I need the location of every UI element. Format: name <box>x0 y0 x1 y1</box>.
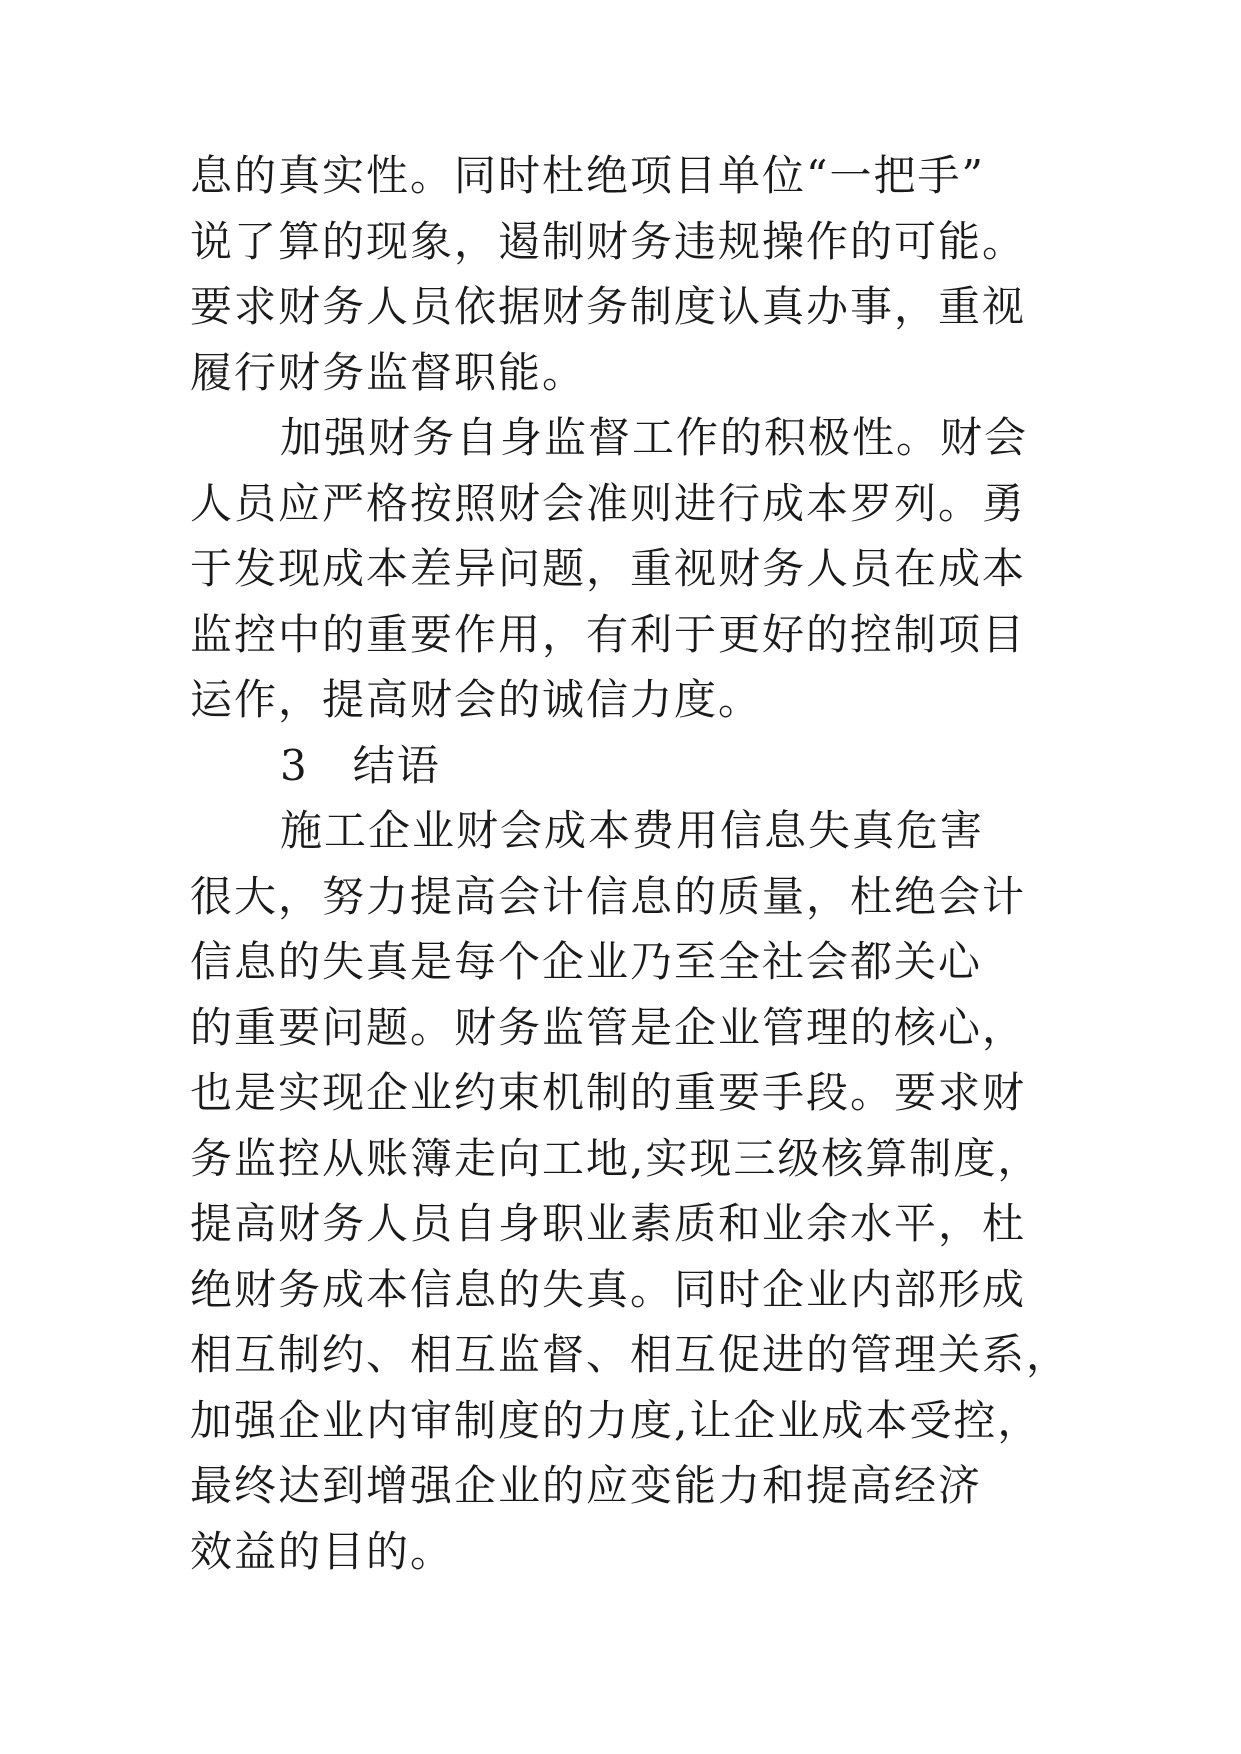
text-line: 效益的目的。 <box>190 1526 455 1576</box>
text-line: 很大，努力提高会计信息的质量，杜绝会计 <box>190 871 1027 921</box>
text-line: 提高财务人员自身职业素质和业余水平，杜 <box>190 1199 1027 1248</box>
text-line: 运作，提高财会的诚信力度。 <box>190 675 763 724</box>
text-line: 相互制约、相互监督、相互促进的管理关系， <box>190 1330 1071 1379</box>
text-line: 的重要问题。财务监管是企业管理的核心， <box>190 1002 1027 1052</box>
text-line: 加强企业内审制度的力度,让企业成本受控， <box>190 1395 1042 1445</box>
text-line: 人员应严格按照财会准则进行成本罗列。勇 <box>190 478 1027 528</box>
text-line: 务监控从账簿走向工地,实现三级核算制度， <box>190 1133 1042 1183</box>
text-line: 也是实现企业约束机制的重要手段。要求财 <box>190 1068 1027 1117</box>
text-line: 要求财务人员依据财务制度认真办事，重视 <box>190 282 1027 331</box>
body-text <box>190 143 1090 1584</box>
paragraph-start-line: 加强财务自身监督工作的积极性。财会 <box>280 413 1029 462</box>
text-line: 最终达到增强企业的应变能力和提高经济 <box>190 1461 983 1510</box>
text-line: 于发现成本差异问题，重视财务人员在成本 <box>190 544 1027 593</box>
text-line: 息的真实性。同时杜绝项目单位“一把手” <box>190 151 985 200</box>
section-heading: 3 结语 <box>280 740 441 790</box>
text-line: 说了算的现象，遏制财务违规操作的可能。 <box>190 216 1027 266</box>
text-line: 信息的失真是每个企业乃至全社会都关心 <box>190 937 983 986</box>
paragraph-start-line: 施工企业财会成本费用信息失真危害 <box>280 806 985 855</box>
text-line: 履行财务监督职能。 <box>190 347 587 397</box>
text-line: 监控中的重要作用，有利于更好的控制项目 <box>190 609 1027 659</box>
text-line: 绝财务成本信息的失真。同时企业内部形成 <box>190 1264 1027 1314</box>
